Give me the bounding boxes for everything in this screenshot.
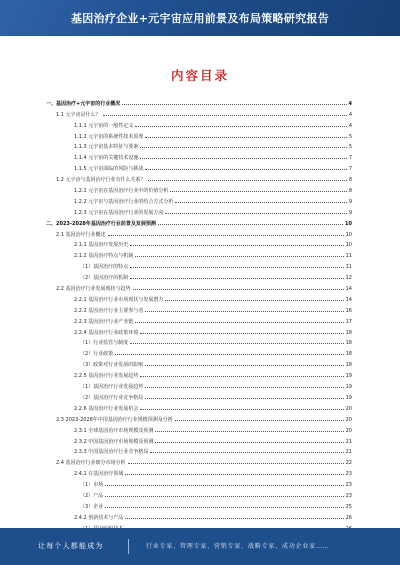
toc-page-number: 19 <box>345 373 352 380</box>
toc-page-number: 10 <box>345 242 352 249</box>
report-title: 基因治疗企业+元宇宙应用前景及布局策略研究报告 <box>70 12 330 25</box>
toc-dot-leader <box>175 420 344 421</box>
toc-entry-title: 2.1.2 基因治疗特点与机制 <box>74 253 134 260</box>
toc-entry[interactable] <box>46 466 352 477</box>
toc-entry[interactable] <box>46 216 352 227</box>
toc-entry-title: （3）企业 <box>80 503 104 510</box>
toc-page-number: 12 <box>345 275 352 282</box>
toc-dot-leader <box>125 518 343 519</box>
toc-entry[interactable] <box>46 357 352 368</box>
toc-entry[interactable] <box>46 303 352 314</box>
toc-dot-leader <box>145 398 343 399</box>
toc-dot-leader <box>145 311 343 312</box>
toc-entry[interactable] <box>46 325 352 336</box>
toc-entry-title: 1.2 元宇宙与基因治疗行业有什么关系？ <box>56 177 146 184</box>
toc-dot-leader <box>158 224 343 225</box>
toc-dot-leader <box>140 409 343 410</box>
toc-entry[interactable] <box>46 488 352 499</box>
toc-page-number: 14 <box>345 286 352 293</box>
toc-entry[interactable] <box>46 510 352 521</box>
toc-entry[interactable] <box>46 379 352 390</box>
toc-entry-title: 1.1.3 元宇宙基本特征与要素 <box>74 144 139 151</box>
toc-entry[interactable] <box>46 445 352 456</box>
toc-entry-title: 1.1.5 元宇宙面临的风险与挑战 <box>74 166 144 173</box>
toc-page-number: 22 <box>345 460 352 467</box>
toc-page-number: 4 <box>348 122 352 129</box>
toc-page-number: 8 <box>348 188 352 195</box>
toc-dot-leader <box>125 474 343 475</box>
toc-page-number: 19 <box>345 394 352 401</box>
toc-dot-leader <box>115 354 343 355</box>
toc-entry-title: 2.2.6 基因治疗行业发展机会 <box>74 405 139 412</box>
toc-entry-title: （1）行业监管与制度 <box>80 340 129 347</box>
toc-page-number: 10 <box>345 231 352 238</box>
toc-entry[interactable] <box>46 107 352 118</box>
toc-entry[interactable] <box>46 412 352 423</box>
toc-dot-leader <box>135 322 343 323</box>
toc-entry[interactable] <box>46 172 352 183</box>
toc-entry-title: （2）行业政策 <box>80 351 114 358</box>
footer-divider <box>128 539 129 554</box>
toc-entry-title: （1）基因治疗的特点 <box>80 264 129 271</box>
toc-entry-title: 2.2 基因治疗行业发展现状与趋势 <box>56 286 131 293</box>
toc-dot-leader <box>130 278 343 279</box>
toc-entry[interactable] <box>46 434 352 445</box>
footer-tagline: 行业专家、管理专家、营销专家、战略专家、成功企业家…… <box>146 543 330 550</box>
toc-dot-leader <box>122 104 346 105</box>
footer-slogan: 让每个人都能成为 <box>38 542 104 550</box>
toc-dot-leader <box>145 137 346 138</box>
toc-entry[interactable] <box>46 140 352 151</box>
toc-dot-leader <box>128 463 344 464</box>
toc-entry-title: 2.4.1 在基因治疗领域 <box>74 471 124 478</box>
toc-page-number: 17 <box>345 318 352 325</box>
toc-dot-leader <box>103 115 347 116</box>
toc-entry[interactable] <box>46 205 352 216</box>
toc-dot-leader <box>140 333 343 334</box>
toc-entry[interactable] <box>46 281 352 292</box>
toc-entry[interactable] <box>46 292 352 303</box>
toc-entry-title: 一、基因治疗+元宇宙的行业概况 <box>46 100 121 107</box>
toc-dot-leader <box>105 496 343 497</box>
toc-dot-leader <box>133 289 344 290</box>
toc-entry-title: 2.3.2 中国基因治疗市场规模及预测 <box>74 438 154 445</box>
toc-dot-leader <box>130 267 343 268</box>
toc-entry-title: （3）政策对行业发展的影响 <box>80 362 144 369</box>
toc-dot-leader <box>165 300 343 301</box>
toc-page-number: 10 <box>345 220 352 227</box>
toc-page-number: 18 <box>345 340 352 347</box>
toc-entry-title: （2）产品 <box>80 492 104 499</box>
toc-dot-leader <box>140 147 346 148</box>
toc-page-number: 9 <box>348 198 352 205</box>
toc-entry-title: 2.2.3 基因治疗行业产业链 <box>74 318 134 325</box>
toc-entry-title: 2.2.1 基因治疗行业市场现状与发展潜力 <box>74 296 164 303</box>
toc-entry[interactable] <box>46 259 352 270</box>
toc-entry-title: （2）基因治疗的机制 <box>80 275 129 282</box>
toc-entry[interactable] <box>46 455 352 466</box>
table-of-contents <box>46 96 352 543</box>
toc-entry[interactable] <box>46 248 352 259</box>
toc-entry[interactable] <box>46 477 352 488</box>
toc-entry-title: 1.1.2 元宇宙的系统性技术原理 <box>74 133 144 140</box>
toc-entry-title: 二、2023-2028年基因治疗行业前景及发展预测 <box>46 220 156 227</box>
toc-page-number: 23 <box>345 482 352 489</box>
toc-entry-title: 2.4.2 创新技术与产品 <box>74 514 124 521</box>
toc-entry[interactable] <box>46 314 352 325</box>
toc-page-number: 8 <box>348 177 352 184</box>
toc-page-number: 20 <box>345 405 352 412</box>
toc-page-number: 25 <box>345 503 352 510</box>
toc-page-number: 11 <box>345 253 352 260</box>
toc-entry[interactable] <box>46 129 352 140</box>
toc-dot-leader <box>135 126 346 127</box>
toc-page-number: 4 <box>348 100 352 107</box>
toc-page-number: 18 <box>345 351 352 358</box>
toc-entry[interactable] <box>46 390 352 401</box>
toc-page-number: 26 <box>345 514 352 521</box>
toc-dot-leader <box>130 343 343 344</box>
toc-entry[interactable] <box>46 346 352 357</box>
toc-entry[interactable] <box>46 368 352 379</box>
toc-dot-leader <box>165 213 346 214</box>
toc-entry[interactable] <box>46 238 352 249</box>
toc-dot-leader <box>105 507 343 508</box>
toc-page-number: 11 <box>345 264 352 271</box>
toc-dot-leader <box>105 485 343 486</box>
toc-page-number: 7 <box>348 166 352 173</box>
toc-entry[interactable] <box>46 401 352 412</box>
toc-page-number: 23 <box>345 492 352 499</box>
toc-entry[interactable] <box>46 336 352 347</box>
toc-dot-leader <box>135 256 343 257</box>
toc-page-number: 19 <box>345 384 352 391</box>
toc-entry[interactable] <box>46 194 352 205</box>
toc-entry-title: （1）市场 <box>80 482 104 489</box>
toc-dot-leader <box>140 376 343 377</box>
toc-entry[interactable] <box>46 499 352 510</box>
toc-entry-title: 2.2.4 基因治疗行业政策环境 <box>74 329 139 336</box>
toc-page-number: 7 <box>348 155 352 162</box>
toc-entry-title: 1.2.3 元宇宙在基因治疗行业的发展方向 <box>74 209 164 216</box>
toc-entry-title: 1.1.1 元宇宙的一般性定义 <box>74 122 134 129</box>
toc-dot-leader <box>130 245 343 246</box>
toc-entry-title: 1.2.1 元宇宙在基因治疗行业中的价值分析 <box>74 188 169 195</box>
toc-dot-leader <box>175 202 346 203</box>
toc-entry[interactable] <box>46 118 352 129</box>
toc-entry-title: 1.2.2 元宇宙与基因治疗行业的结合方式分析 <box>74 198 174 205</box>
toc-entry[interactable] <box>46 423 352 434</box>
toc-dot-leader <box>145 387 343 388</box>
toc-page-number: 16 <box>345 307 352 314</box>
toc-page-number: 18 <box>345 329 352 336</box>
toc-page-number: 5 <box>348 133 352 140</box>
toc-entry-title: 2.2.5 基因治疗行业发展趋势 <box>74 373 139 380</box>
footer-banner <box>0 528 400 565</box>
toc-entry-title: 2.2.2 基因治疗行业主要参与者 <box>74 307 144 314</box>
toc-entry-title: （1）基因治疗行业发展趋势 <box>80 384 144 391</box>
toc-entry-title: 2.3.3 中国基因治疗行业竞争格局 <box>74 449 149 456</box>
toc-entry-title: 1.1.4 元宇宙的关键技术设施 <box>74 155 139 162</box>
toc-dot-leader <box>140 158 346 159</box>
toc-entry[interactable] <box>46 150 352 161</box>
toc-dot-leader <box>145 365 343 366</box>
toc-entry[interactable] <box>46 183 352 194</box>
toc-dot-leader <box>145 169 346 170</box>
toc-dot-leader <box>148 180 347 181</box>
toc-dot-leader <box>150 452 343 453</box>
toc-dot-leader <box>155 442 343 443</box>
toc-heading: 内容目录 <box>170 68 229 83</box>
toc-entry[interactable] <box>46 161 352 172</box>
toc-page-number: 4 <box>348 111 352 118</box>
toc-entry-title: 2.3 2023-2028年中国基因治疗行业规模预测及分析 <box>56 416 173 423</box>
toc-page-number: 18 <box>345 362 352 369</box>
toc-page-number: 14 <box>345 296 352 303</box>
toc-page-number: 20 <box>345 427 352 434</box>
toc-entry[interactable] <box>46 227 352 238</box>
toc-entry-title: 1.1 元宇宙是什么？ <box>56 111 101 118</box>
toc-dot-leader <box>155 431 343 432</box>
toc-page-number: 9 <box>348 209 352 216</box>
report-header-banner <box>0 0 400 36</box>
toc-entry-title: （2）基因治疗行业竞争格局 <box>80 394 144 401</box>
toc-page-number: 20 <box>345 416 352 423</box>
toc-dot-leader <box>108 235 344 236</box>
toc-entry-title: 2.1 基因治疗行业概述 <box>56 231 106 238</box>
toc-entry[interactable] <box>46 270 352 281</box>
toc-page-number: 5 <box>348 144 352 151</box>
toc-dot-leader <box>170 191 346 192</box>
toc-entry-title: 2.1.1 基因治疗发展历史 <box>74 242 129 249</box>
toc-page-number: 21 <box>345 449 352 456</box>
toc-entry-title: 2.4 基因治疗行业细分市场分析 <box>56 460 126 467</box>
toc-page-number: 23 <box>345 471 352 478</box>
toc-entry-title: 2.3.1 全球基因治疗市场规模及预测 <box>74 427 154 434</box>
toc-entry[interactable] <box>46 96 352 107</box>
toc-page-number: 21 <box>345 438 352 445</box>
